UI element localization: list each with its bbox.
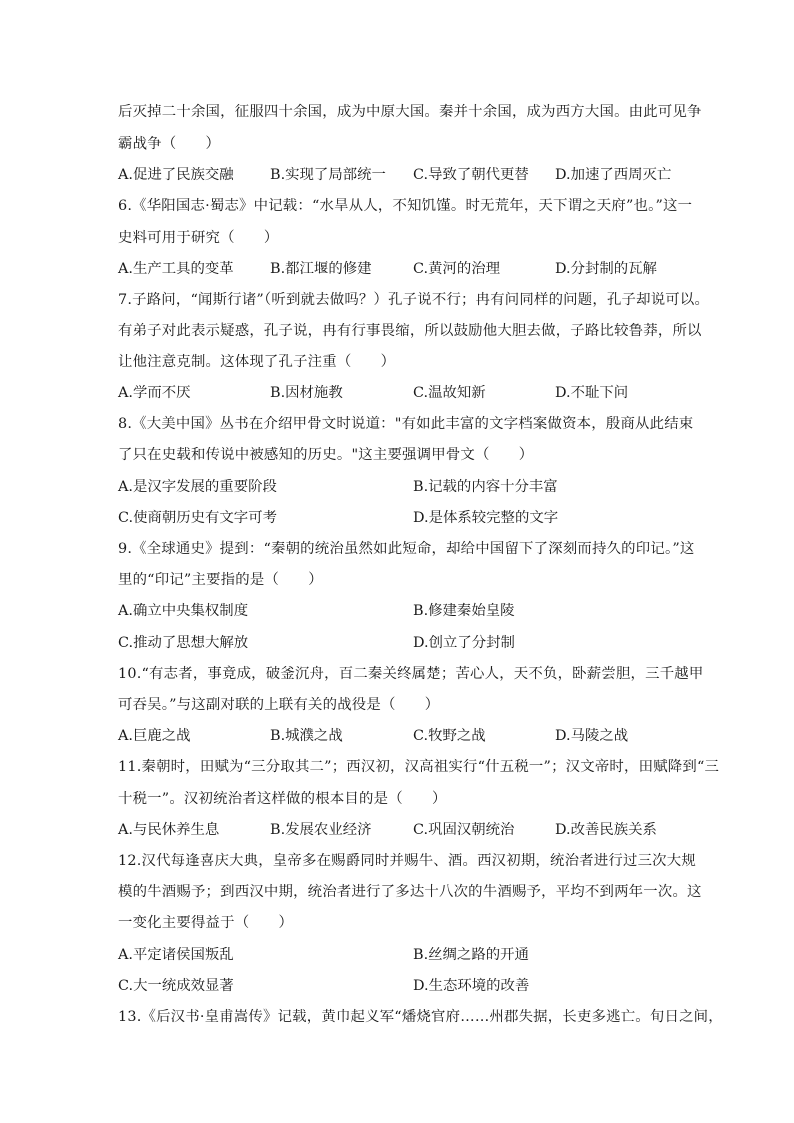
q7-stem-line-3: 让他注意克制。这体现了孔子注重（ ）: [118, 354, 396, 370]
q11-option-a: A.与民休养生息: [118, 822, 220, 838]
q8-stem-line-1: 8.《大美中国》丛书在介绍甲骨文时说道："有如此丰富的文字档案做资本，殷商从此结束: [118, 416, 694, 432]
q12-stem-line-3: 一变化主要得益于（ ）: [118, 915, 294, 931]
q11-stem-line-2: 十税一”。汉初统治者这样做的根本目的是（ ）: [118, 791, 447, 807]
q9-stem-line-2: 里的“印记”主要指的是（ ）: [118, 572, 323, 588]
q7-stem-line-1: 7.子路问，“闻斯行诸”（听到就去做吗？）孔子说不行；冉有问同样的问题，孔子却说可以。: [118, 292, 710, 308]
q7-option-a: A.学而不厌: [118, 385, 191, 401]
q8-option-c: C.使商朝历史有文字可考: [118, 510, 277, 526]
q5-option-a: A.促进了民族交融: [118, 167, 234, 183]
q5-stem-line-2: 霸战争（ ）: [118, 136, 221, 152]
q6-option-a: A.生产工具的变革: [118, 261, 234, 277]
q7-option-d: D.不耻下问: [555, 385, 629, 401]
q12-option-d: D.生态环境的改善: [413, 978, 530, 994]
q12-stem-line-1: 12.汉代每逢喜庆大典，皇帝多在赐爵同时并赐牛、酒。西汉初期，统治者进行过三次大规: [118, 853, 696, 869]
q10-option-c: C.牧野之战: [413, 728, 486, 744]
q10-option-b: B.城濮之战: [270, 728, 343, 744]
q8-option-d: D.是体系较完整的文字: [413, 510, 559, 526]
q11-option-c: C.巩固汉朝统治: [413, 822, 515, 838]
q9-option-c: C.推动了思想大解放: [118, 635, 249, 651]
q7-stem-line-2: 有弟子对此表示疑惑，孔子说，冉有行事畏缩，所以鼓励他大胆去做，子路比较鲁莽，所以: [118, 323, 702, 339]
q6-stem-line-1: 6.《华阳国志·蜀志》中记载：“水旱从人，不知饥馑。时无荒年，天下谓之天府”也。”这一: [118, 198, 693, 214]
q10-stem-line-1: 10.“有志者，事竟成，破釜沉舟，百二秦关终属楚；苦心人，天不负，卧薪尝胆，三千越甲: [118, 666, 704, 682]
q10-option-a: A.巨鹿之战: [118, 728, 191, 744]
q8-option-b: B.记载的内容十分丰富: [413, 479, 558, 495]
q5-stem-line-1: 后灭掉二十余国，征服四十余国，成为中原大国。秦并十余国，成为西方大国。由此可见争: [118, 104, 702, 120]
q6-option-b: B.都江堰的修建: [270, 261, 372, 277]
q5-option-b: B.实现了局部统一: [270, 167, 386, 183]
q11-stem-line-1: 11.秦朝时，田赋为“三分取其二”；西汉初，汉高祖实行“什五税一”；汉文帝时，田赋降到“三: [118, 759, 720, 775]
q6-option-c: C.黄河的治理: [413, 261, 501, 277]
q7-option-b: B.因材施教: [270, 385, 343, 401]
q6-stem-line-2: 史料可用于研究（ ）: [118, 230, 279, 246]
q11-option-b: B.发展农业经济: [270, 822, 372, 838]
q9-option-a: A.确立中央集权制度: [118, 603, 249, 619]
q8-option-a: A.是汉字发展的重要阶段: [118, 479, 277, 495]
q10-option-d: D.马陵之战: [555, 728, 629, 744]
q10-stem-line-2: 可吞吴。”与这副对联的上联有关的战役是（ ）: [118, 697, 440, 713]
q9-stem-line-1: 9.《全球通史》提到：“秦朝的统治虽然如此短命，却给中国留下了深刻而持久的印记。”这: [118, 541, 695, 557]
q9-option-b: B.修建秦始皇陵: [413, 603, 515, 619]
q5-option-d: D.加速了西周灭亡: [555, 167, 672, 183]
q12-option-c: C.大一统成效显著: [118, 978, 234, 994]
q12-option-b: B.丝绸之路的开通: [413, 947, 529, 963]
q13-stem-line-1: 13.《后汉书·皇甫嵩传》记载，黄巾起义军“燔烧官府……州郡失据，长吏多逃亡。旬日之间，: [118, 1009, 723, 1025]
q8-stem-line-2: 了只在史载和传说中被感知的历史。"这主要强调甲骨文（ ）: [118, 447, 534, 463]
q12-stem-line-2: 模的牛酒赐予；到西汉中期，统治者进行了多达十八次的牛酒赐予，平均不到两年一次。这: [118, 884, 702, 900]
q5-option-c: C.导致了朝代更替: [413, 167, 529, 183]
q9-option-d: D.创立了分封制: [413, 635, 515, 651]
q6-option-d: D.分封制的瓦解: [555, 261, 657, 277]
q7-option-c: C.温故知新: [413, 385, 486, 401]
q12-option-a: A.平定诸侯国叛乱: [118, 947, 234, 963]
q11-option-d: D.改善民族关系: [555, 822, 657, 838]
